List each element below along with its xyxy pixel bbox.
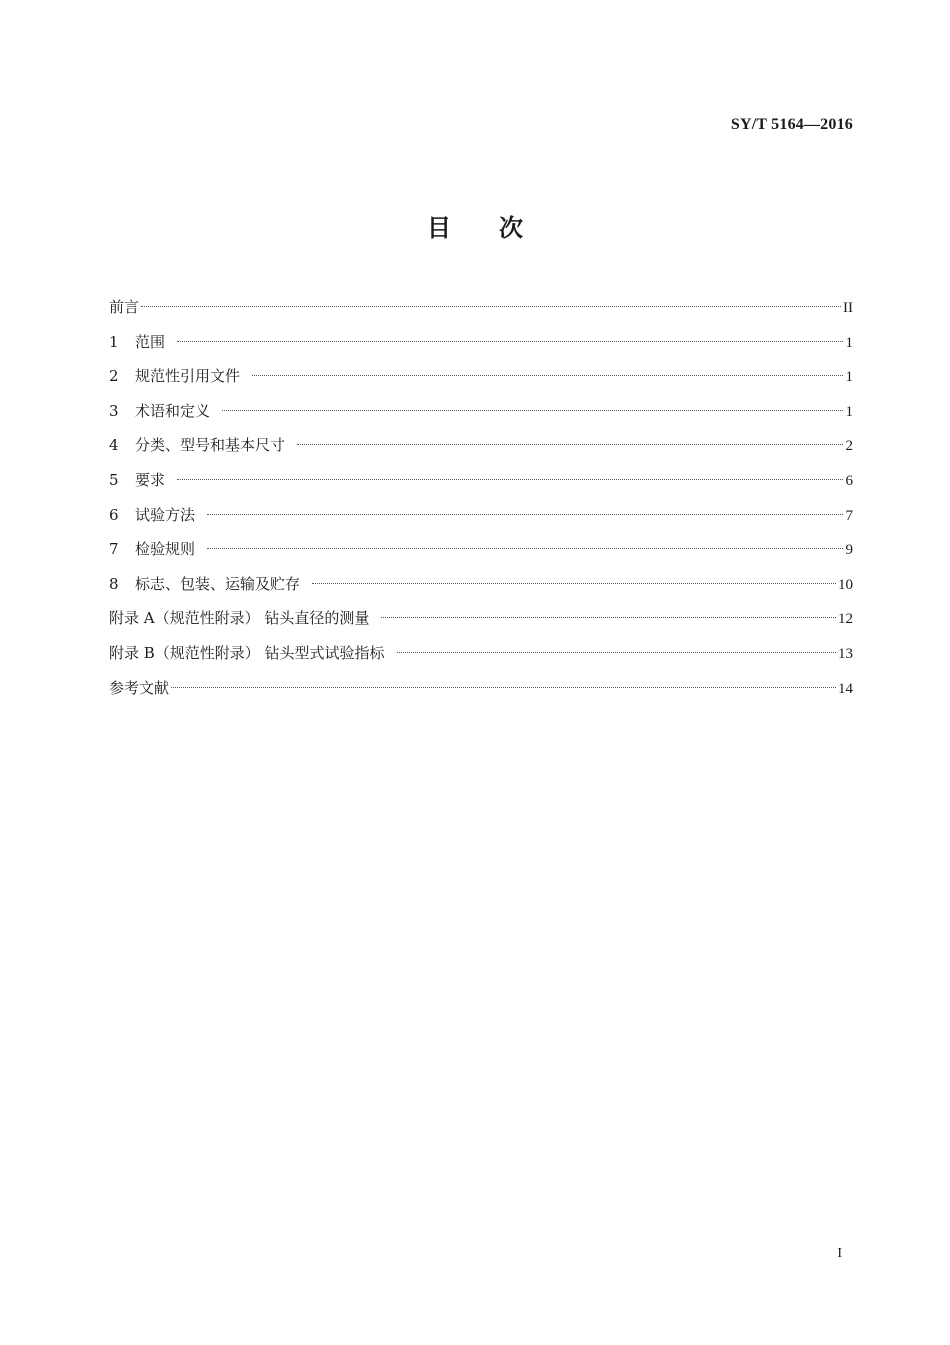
toc-page: 13 xyxy=(838,645,853,662)
toc-label: 附录 B（规范性附录） 钻头型式试验指标 xyxy=(109,643,385,662)
toc-entry-appendix-b[interactable] xyxy=(109,636,853,671)
toc-leader xyxy=(207,548,843,549)
toc-label: 参考文献 xyxy=(109,678,170,697)
toc-leader xyxy=(177,479,843,480)
toc-leader xyxy=(397,652,836,653)
toc-number: 3 xyxy=(109,401,119,420)
toc-number: 1 xyxy=(109,332,119,351)
table-of-contents xyxy=(109,290,853,705)
toc-number: 8 xyxy=(109,574,119,593)
toc-leader xyxy=(312,583,836,584)
toc-label: 规范性引用文件 xyxy=(135,367,241,386)
toc-page: 6 xyxy=(845,472,853,489)
toc-label: 附录 A（规范性附录） 钻头直径的测量 xyxy=(109,609,370,628)
toc-number: 5 xyxy=(109,470,119,489)
toc-page: 12 xyxy=(838,611,853,628)
toc-page: 14 xyxy=(838,680,853,697)
toc-label: 检验规则 xyxy=(135,540,196,559)
toc-leader xyxy=(207,514,843,515)
standard-code: SY/T 5164—2016 xyxy=(730,116,853,133)
toc-label: 标志、包装、运输及贮存 xyxy=(135,574,301,593)
toc-page: II xyxy=(843,300,853,316)
toc-entry-8[interactable] xyxy=(109,567,853,602)
toc-entry-1[interactable] xyxy=(109,325,853,360)
toc-label: 前言 xyxy=(109,298,140,316)
page-title xyxy=(0,208,950,243)
toc-entry-2[interactable] xyxy=(109,359,853,394)
toc-label: 试验方法 xyxy=(135,505,196,524)
toc-leader xyxy=(171,687,836,688)
toc-page: 10 xyxy=(838,576,853,593)
toc-entry-bibliography[interactable] xyxy=(109,671,853,706)
toc-leader xyxy=(177,341,843,342)
toc-entry-6[interactable] xyxy=(109,498,853,533)
title-char-1: 目 xyxy=(427,214,451,242)
toc-leader xyxy=(381,617,836,618)
toc-leader xyxy=(141,306,841,307)
toc-page: 1 xyxy=(845,334,853,351)
toc-label: 范围 xyxy=(135,332,166,351)
toc-number: 7 xyxy=(109,540,119,559)
toc-number: 6 xyxy=(109,505,119,524)
page-number: I xyxy=(837,1246,842,1261)
toc-page: 1 xyxy=(845,403,853,420)
toc-page: 1 xyxy=(845,369,853,386)
toc-label: 术语和定义 xyxy=(135,401,211,420)
toc-entry-5[interactable] xyxy=(109,463,853,498)
toc-number: 2 xyxy=(109,367,119,386)
toc-page: 2 xyxy=(845,438,853,455)
toc-page: 9 xyxy=(845,542,853,559)
toc-leader xyxy=(222,410,843,411)
toc-number: 4 xyxy=(109,436,119,455)
toc-label: 分类、型号和基本尺寸 xyxy=(135,436,286,455)
toc-entry-7[interactable] xyxy=(109,532,853,567)
toc-leader xyxy=(297,444,843,445)
toc-entry-foreword[interactable] xyxy=(109,290,853,325)
toc-entry-3[interactable] xyxy=(109,394,853,429)
toc-entry-4[interactable] xyxy=(109,428,853,463)
toc-label: 要求 xyxy=(135,470,166,489)
toc-leader xyxy=(252,375,843,376)
title-char-2: 次 xyxy=(499,214,523,242)
toc-page: 7 xyxy=(845,507,853,524)
toc-entry-appendix-a[interactable] xyxy=(109,601,853,636)
